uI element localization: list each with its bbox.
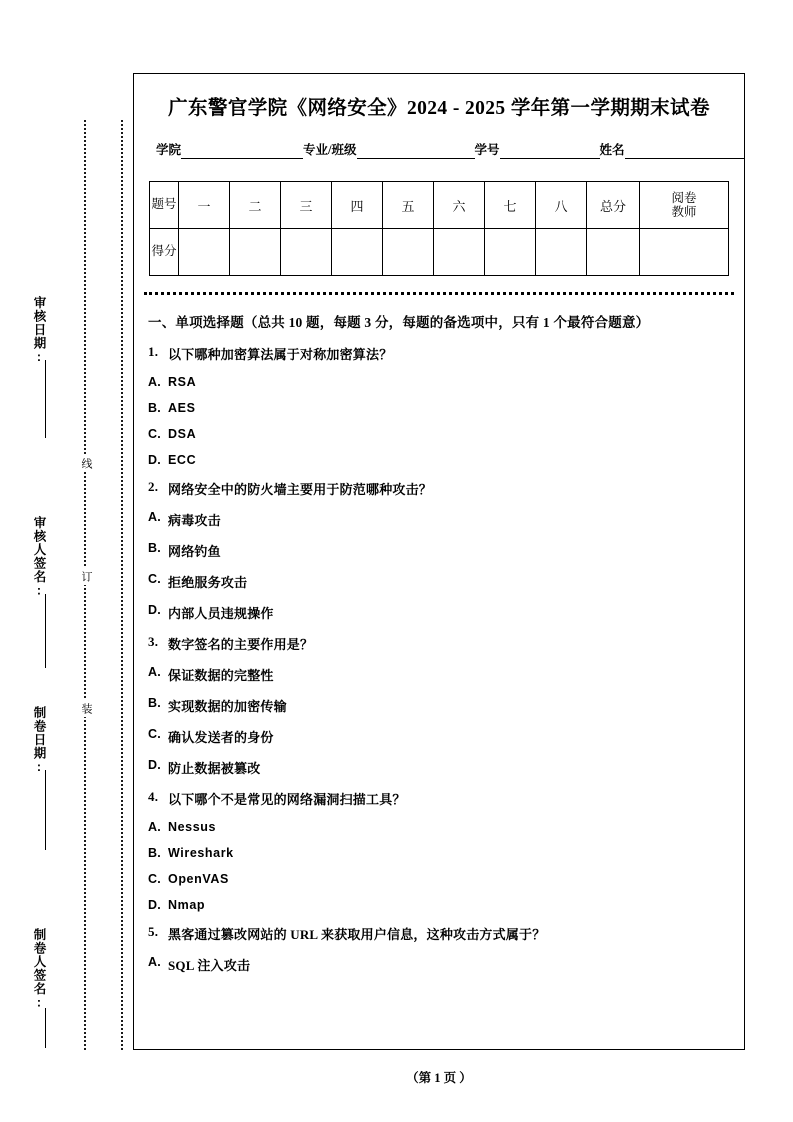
option-text: 拒绝服务攻击 (168, 575, 248, 590)
question-option[interactable] (148, 727, 730, 746)
score-table-col-7: 七 (485, 182, 536, 229)
option-text: DSA (168, 427, 197, 441)
score-cell-grader[interactable] (640, 229, 729, 276)
score-cell-total[interactable] (587, 229, 640, 276)
question-stem (148, 634, 730, 653)
option-letter: D. (148, 603, 161, 617)
option-letter: A. (148, 955, 161, 969)
question-option[interactable] (148, 758, 730, 777)
option-letter: D. (148, 898, 161, 912)
field-college-label: 学院 (156, 143, 182, 157)
section-heading: 一、单项选择题（总共 10 题，每题 3 分，每题的备选项中，只有 1 个最符合题意） (148, 315, 650, 330)
exam-paper-box (133, 73, 745, 1050)
question-option[interactable] (148, 665, 730, 684)
option-letter: C. (148, 872, 161, 886)
question-text: 以下哪种加密算法属于对称加密算法？ (168, 347, 393, 362)
score-cell-6[interactable] (434, 229, 485, 276)
option-letter: B. (148, 401, 161, 415)
field-name-input[interactable] (625, 143, 745, 159)
option-text: 内部人员违规操作 (168, 606, 274, 621)
grader-header-line2: 教师 (671, 205, 697, 219)
margin-rule-prepare-date (45, 770, 46, 850)
field-student-id (475, 140, 600, 159)
score-table (149, 181, 729, 276)
option-text: 实现数据的加密传输 (168, 699, 287, 714)
question-number: 2. (148, 479, 159, 494)
option-letter: C. (148, 727, 161, 741)
score-cell-2[interactable] (230, 229, 281, 276)
question-text: 以下哪个不是常见的网络漏洞扫描工具？ (168, 792, 406, 807)
option-letter: C. (148, 427, 161, 441)
score-table-col-5: 五 (383, 182, 434, 229)
binding-char-zhuang: 装 (78, 700, 94, 717)
margin-label-prepare-date: 制卷日期: (32, 706, 46, 775)
question-stem (148, 789, 730, 808)
option-text: AES (168, 401, 196, 415)
option-text: Nessus (168, 820, 217, 834)
field-major-class-input[interactable] (357, 143, 475, 159)
option-letter: A. (148, 820, 161, 834)
question-option[interactable] (148, 427, 730, 441)
option-text: OpenVAS (168, 872, 229, 886)
grader-header-line1: 阅卷 (671, 190, 697, 205)
option-letter: B. (148, 846, 161, 860)
score-table-score-row (150, 229, 729, 276)
question-number: 3. (148, 634, 159, 649)
option-letter: D. (148, 453, 161, 467)
page-footer: （第 1 页 ） (406, 1071, 472, 1085)
option-text: 防止数据被篡改 (168, 761, 261, 776)
option-text: Wireshark (168, 846, 234, 860)
question-option[interactable] (148, 898, 730, 912)
question-option[interactable] (148, 510, 730, 529)
question-option[interactable] (148, 375, 730, 389)
binding-char-ding: 订 (78, 568, 94, 585)
question-text: 数字签名的主要作用是？ (168, 637, 314, 652)
margin-label-reviewer-signature: 审核人签名: (32, 516, 46, 599)
score-cell-7[interactable] (485, 229, 536, 276)
question-option[interactable] (148, 541, 730, 560)
margin-rule-preparer-signature (45, 1008, 46, 1048)
binding-dotted-line-inner (121, 120, 123, 1050)
question-option[interactable] (148, 846, 730, 860)
option-text: 确认发送者的身份 (168, 730, 274, 745)
question-text: 网络安全中的防火墙主要用于防范哪种攻击？ (168, 482, 433, 497)
score-cell-8[interactable] (536, 229, 587, 276)
option-letter: A. (148, 375, 161, 389)
option-letter: C. (148, 572, 161, 586)
score-cell-5[interactable] (383, 229, 434, 276)
score-table-header-row (150, 182, 729, 229)
field-name-label: 姓名 (599, 143, 625, 157)
question-number: 4. (148, 789, 159, 804)
margin-label-review-date: 审核日期: (32, 296, 46, 365)
score-cell-3[interactable] (281, 229, 332, 276)
question-option[interactable] (148, 955, 730, 974)
option-text: SQL 注入攻击 (168, 958, 251, 973)
binding-margin (0, 0, 132, 1122)
score-table-col-4: 四 (332, 182, 383, 229)
option-letter: D. (148, 758, 161, 772)
margin-label-preparer-signature: 制卷人签名: (32, 928, 46, 1011)
margin-rule-reviewer-signature (45, 594, 46, 668)
question-option[interactable] (148, 572, 730, 591)
option-letter: A. (148, 665, 161, 679)
field-name (600, 140, 745, 159)
question-number: 1. (148, 344, 159, 359)
option-text: 保证数据的完整性 (168, 668, 274, 683)
option-text: RSA (168, 375, 197, 389)
option-letter: A. (148, 510, 161, 524)
question-option[interactable] (148, 603, 730, 622)
binding-dotted-line-outer (84, 120, 86, 1050)
question-stem (148, 924, 730, 943)
option-text: 病毒攻击 (168, 513, 221, 528)
question-option[interactable] (148, 820, 730, 834)
score-table-col-total: 总分 (587, 182, 640, 229)
question-content (148, 311, 730, 974)
score-table-col-2: 二 (230, 182, 281, 229)
question-option[interactable] (148, 401, 730, 415)
question-option[interactable] (148, 872, 730, 886)
score-cell-1[interactable] (179, 229, 230, 276)
question-option[interactable] (148, 696, 730, 715)
binding-char-xian: 线 (78, 455, 94, 472)
question-number: 5. (148, 924, 159, 939)
score-table-col-grader (640, 182, 729, 229)
option-text: ECC (168, 453, 197, 467)
score-table-row-header-score: 得分 (150, 229, 179, 276)
student-info-line (156, 140, 726, 159)
score-table-col-6: 六 (434, 182, 485, 229)
field-student-id-label: 学号 (474, 143, 500, 157)
margin-rule-review-date (45, 360, 46, 438)
field-college (156, 140, 303, 159)
section-divider (144, 292, 734, 295)
question-stem (148, 479, 730, 498)
score-table-row-header-question: 题号 (150, 182, 179, 229)
option-text: 网络钓鱼 (168, 544, 221, 559)
option-letter: B. (148, 696, 161, 710)
field-student-id-input[interactable] (500, 143, 600, 159)
question-stem (148, 344, 730, 363)
score-table-col-1: 一 (179, 182, 230, 229)
option-text: Nmap (168, 898, 206, 912)
question-option[interactable] (148, 453, 730, 467)
page-title: 广东警官学院《网络安全》2024 - 2025 学年第一学期期末试卷 (168, 98, 710, 119)
field-major-class-label: 专业/班级 (303, 143, 357, 157)
question-text: 黑客通过篡改网站的 URL 来获取用户信息，这种攻击方式属于？ (168, 927, 546, 942)
field-major-class (303, 140, 474, 159)
score-table-col-8: 八 (536, 182, 587, 229)
score-cell-4[interactable] (332, 229, 383, 276)
option-letter: B. (148, 541, 161, 555)
field-college-input[interactable] (181, 143, 303, 159)
score-table-col-3: 三 (281, 182, 332, 229)
